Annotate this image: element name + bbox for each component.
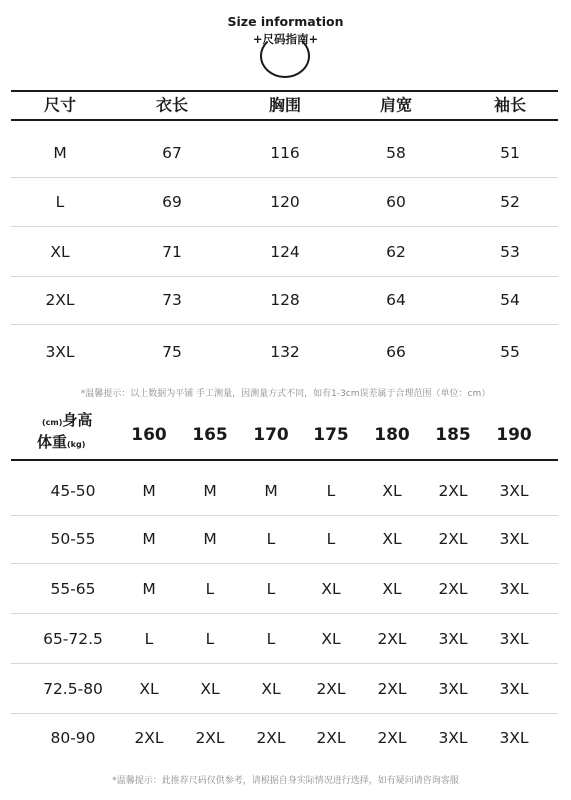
- recommended-size: 2XL: [438, 530, 468, 548]
- recommended-size: XL: [321, 630, 341, 648]
- size-cell: 64: [386, 291, 406, 309]
- size-cell: 67: [162, 144, 182, 162]
- height-value: 170: [253, 425, 289, 445]
- size-cell: 128: [270, 291, 300, 309]
- recommended-size: XL: [139, 680, 159, 698]
- size-column-header: 肩宽: [379, 95, 413, 115]
- recommended-size: 3XL: [499, 729, 529, 747]
- recommended-size: L: [266, 630, 276, 648]
- recommended-size: L: [266, 580, 276, 598]
- recommended-size: L: [144, 630, 154, 648]
- recommended-size: 2XL: [256, 729, 286, 747]
- weight-range: 55-65: [50, 580, 96, 598]
- recommended-size: 3XL: [438, 630, 468, 648]
- recommended-size: 3XL: [499, 482, 529, 500]
- recommended-size: 2XL: [195, 729, 225, 747]
- weight-unit: (kg): [67, 440, 86, 449]
- recommended-size: M: [142, 580, 156, 598]
- weight-range: 72.5-80: [43, 680, 103, 698]
- recommended-size: 3XL: [499, 580, 529, 598]
- size-column-header: 尺寸: [43, 95, 77, 115]
- size-cell: 73: [162, 291, 182, 309]
- fit-row-divider: [11, 663, 558, 664]
- size-cell: 71: [162, 243, 182, 261]
- size-cell: 124: [270, 243, 300, 261]
- size-cell: 55: [500, 343, 520, 361]
- size-cell: 54: [500, 291, 520, 309]
- recommended-size: L: [266, 530, 276, 548]
- recommended-size: 3XL: [438, 729, 468, 747]
- fit-row-divider: [11, 515, 558, 516]
- recommended-size: M: [142, 530, 156, 548]
- recommended-size: L: [326, 482, 336, 500]
- size-cell: 66: [386, 343, 406, 361]
- height-value: 180: [374, 425, 410, 445]
- recommended-size: L: [205, 630, 215, 648]
- recommended-size: 3XL: [499, 530, 529, 548]
- height-value: 165: [192, 425, 228, 445]
- recommended-size: XL: [382, 580, 402, 598]
- recommended-size: XL: [382, 482, 402, 500]
- recommended-size: XL: [321, 580, 341, 598]
- size-cell: M: [53, 144, 67, 162]
- size-row-divider: [11, 276, 558, 277]
- size-cell: 52: [500, 193, 520, 211]
- fit-header-bottom-line: [11, 459, 558, 461]
- recommended-size: 2XL: [377, 680, 407, 698]
- height-label: 身高: [62, 411, 93, 429]
- recommended-size: 2XL: [438, 580, 468, 598]
- height-value: 185: [435, 425, 471, 445]
- size-column-header: 衣长: [155, 95, 189, 115]
- recommended-size: 2XL: [316, 680, 346, 698]
- recommended-size: 2XL: [438, 482, 468, 500]
- weight-range: 50-55: [50, 530, 96, 548]
- size-cell: 62: [386, 243, 406, 261]
- recommended-size: 3XL: [499, 680, 529, 698]
- size-note: *温馨提示：以上数据为平铺 手工测量，因测量方式不同，如有1-3cm误差属于合理范围（单位：cm）: [80, 389, 491, 399]
- size-cell: 2XL: [45, 291, 75, 309]
- recommended-size: 2XL: [316, 729, 346, 747]
- size-cell: L: [55, 193, 65, 211]
- recommended-size: M: [142, 482, 156, 500]
- size-cell: 75: [162, 343, 182, 361]
- recommended-size: L: [326, 530, 336, 548]
- height-header: [42, 409, 92, 430]
- fit-row-divider: [11, 713, 558, 714]
- height-value: 160: [131, 425, 167, 445]
- recommended-size: 3XL: [499, 630, 529, 648]
- size-cell: 116: [270, 144, 300, 162]
- recommended-size: M: [264, 482, 278, 500]
- title-en: Size information: [227, 14, 344, 29]
- size-cell: 132: [270, 343, 300, 361]
- fit-row-divider: [11, 613, 558, 614]
- weight-range: 80-90: [50, 729, 96, 747]
- fit-row-divider: [11, 563, 558, 564]
- size-cell: 69: [162, 193, 182, 211]
- size-cell: 60: [386, 193, 406, 211]
- weight-label: 体重: [37, 433, 68, 451]
- recommended-size: M: [203, 482, 217, 500]
- recommended-size: L: [205, 580, 215, 598]
- fit-note: *温馨提示：此推荐尺码仅供参考，请根据自身实际情况进行选择，如有疑问请咨询客服: [112, 776, 459, 786]
- size-cell: 53: [500, 243, 520, 261]
- size-cell: 58: [386, 144, 406, 162]
- height-value: 175: [313, 425, 349, 445]
- recommended-size: 2XL: [134, 729, 164, 747]
- recommended-size: XL: [261, 680, 281, 698]
- decorative-arc: [260, 34, 310, 78]
- size-cell: 3XL: [45, 343, 75, 361]
- size-cell: XL: [50, 243, 70, 261]
- height-unit: (cm): [42, 418, 63, 427]
- size-row-divider: [11, 226, 558, 227]
- weight-range: 45-50: [50, 482, 96, 500]
- height-value: 190: [496, 425, 532, 445]
- size-column-header: 袖长: [493, 95, 527, 115]
- size-row-divider: [11, 324, 558, 325]
- weight-range: 65-72.5: [43, 630, 103, 648]
- size-column-header: 胸围: [268, 95, 302, 115]
- size-cell: 51: [500, 144, 520, 162]
- size-header-bottom-line: [11, 119, 558, 121]
- recommended-size: 2XL: [377, 630, 407, 648]
- size-row-divider: [11, 177, 558, 178]
- recommended-size: XL: [382, 530, 402, 548]
- recommended-size: 3XL: [438, 680, 468, 698]
- recommended-size: 2XL: [377, 729, 407, 747]
- size-cell: 120: [270, 193, 300, 211]
- recommended-size: M: [203, 530, 217, 548]
- title-cn: +尺码指南+: [252, 32, 319, 46]
- recommended-size: XL: [200, 680, 220, 698]
- weight-header: [37, 431, 85, 452]
